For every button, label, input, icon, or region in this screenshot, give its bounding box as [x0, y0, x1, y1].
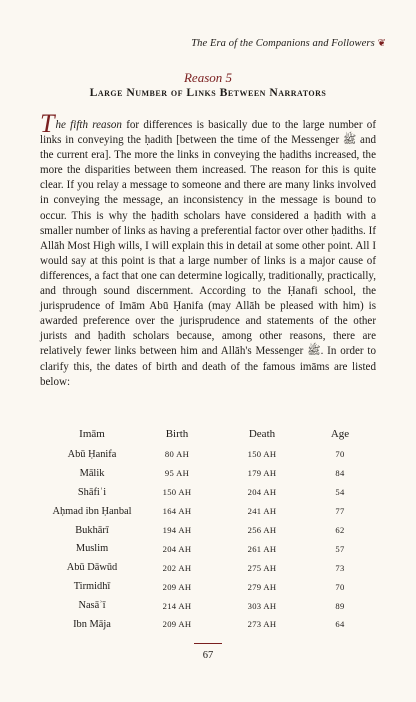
- running-head-text: The Era of the Companions and Followers: [191, 38, 375, 49]
- age: 62: [335, 525, 345, 535]
- age: 57: [335, 543, 345, 554]
- death-year: 150 AH: [247, 449, 277, 460]
- table-row: [44, 502, 370, 521]
- imam-name: Muslim: [75, 543, 109, 555]
- age: 73: [335, 562, 345, 573]
- table-row: [44, 464, 370, 483]
- imam-name: Bukhārī: [75, 524, 109, 536]
- age: 64: [335, 619, 345, 630]
- birth-year: 209 AH: [162, 619, 192, 630]
- death-year: 241 AH: [247, 506, 277, 517]
- death-year: 261 AH: [247, 543, 277, 554]
- age: 84: [335, 468, 345, 479]
- drop-cap: T: [40, 109, 55, 138]
- birth-year: 209 AH: [162, 581, 192, 592]
- age: 70: [335, 449, 345, 460]
- running-head: [191, 38, 386, 49]
- column-header-age: Age: [330, 428, 350, 440]
- birth-year: 194 AH: [162, 525, 192, 535]
- birth-year: 80 AH: [164, 449, 190, 460]
- lead-phrase: he fifth reason: [55, 119, 122, 131]
- birth-year: 202 AH: [162, 562, 192, 573]
- death-year: 275 AH: [247, 562, 277, 573]
- imam-name: Abū Dāwūd: [66, 562, 118, 574]
- section-title: Large Number of Links Between Narrators: [89, 86, 327, 99]
- death-year: 256 AH: [247, 525, 277, 535]
- birth-year: 214 AH: [162, 600, 192, 611]
- death-year: 273 AH: [247, 619, 277, 630]
- age: 89: [335, 600, 345, 611]
- column-header-imam: Imām: [79, 428, 105, 440]
- death-year: 279 AH: [247, 581, 277, 592]
- birth-year: 164 AH: [162, 506, 192, 517]
- ornament-icon: ❦: [377, 38, 386, 49]
- imams-table: [44, 428, 370, 634]
- body-paragraph: [40, 109, 377, 390]
- death-year: 303 AH: [247, 600, 277, 611]
- table-row: [44, 521, 370, 540]
- birth-year: 150 AH: [162, 487, 192, 498]
- imam-name: Abū Ḥanifa: [67, 448, 117, 460]
- table-row: [44, 577, 370, 596]
- table-row: [44, 539, 370, 558]
- age: 54: [335, 487, 345, 498]
- reason-heading: Reason 5: [183, 70, 233, 85]
- column-header-death: Death: [248, 428, 276, 440]
- footer-rule: [194, 643, 222, 644]
- imam-name: Tirmidhī: [73, 581, 111, 593]
- table-row: [44, 483, 370, 502]
- table-header-row: [44, 428, 370, 445]
- age: 70: [335, 581, 345, 592]
- imam-name: Shāfiʿi: [77, 486, 107, 498]
- age: 77: [335, 506, 345, 517]
- birth-year: 204 AH: [162, 543, 192, 554]
- birth-year: 95 AH: [164, 468, 190, 479]
- column-header-birth: Birth: [165, 428, 189, 440]
- page-number: 67: [202, 650, 214, 661]
- imam-name: Aḥmad ibn Ḥanbal: [52, 505, 132, 517]
- table-row: [44, 445, 370, 464]
- imam-name: Nasāʾī: [78, 600, 106, 612]
- death-year: 179 AH: [247, 468, 277, 479]
- table-row: [44, 558, 370, 577]
- death-year: 204 AH: [247, 487, 277, 498]
- paragraph-text: for differences is basically due to the large number of links in conveying the ḥadith [between the time of the Messenger ﷺ and the current era]. The more the links in conveying the ḥadiths increased, the more the disparities between them increased. The reason for this is quite clear. If you relay a message to someone and there are many links involved in conveying the message, an inconsistency in the message is bound to occur. This is why the ḥadith scholars have considered a ḥadith with a smaller number of links as having a preferential factor over other ḥadiths. If Allāh Most High wills, I will explain this in detail at some other point. All I would say at this point is that a large number of links is a major cause of differences, a fact that one can determine logically, traditionally, practically, and through sound discernment. According to the Ḥanafi school, the jurisprudence of Imām Abū Ḥanifa (may Allāh be pleased with him) is awarded preference over the jurisprudence and statements of the other jurists and ḥadith scholars because, among other reasons, there are relatively fewer links between him and Allāh's Messenger ﷺ. In order to clarify this, the dates of birth and death of the famous imāms are listed below:: [40, 119, 377, 388]
- table-row: [44, 596, 370, 615]
- imam-name: Ibn Māja: [73, 618, 111, 630]
- imam-name: Mālik: [79, 467, 105, 479]
- table-row: [44, 615, 370, 634]
